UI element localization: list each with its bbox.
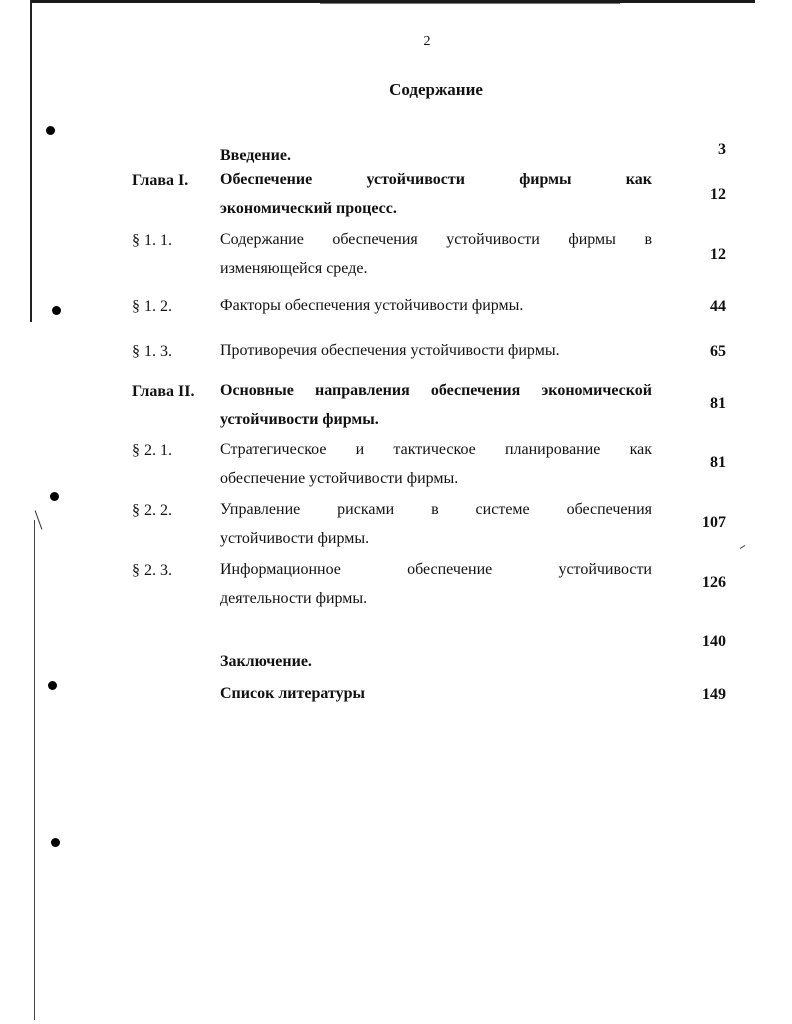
toc-page-number: 126: [702, 574, 726, 591]
toc-entry-title: Противоречия обеспечения устойчивости фирмы.: [220, 342, 560, 359]
toc-page-number: 3: [718, 141, 726, 158]
toc-page-number: 140: [702, 633, 726, 650]
scan-border-left-lower: [34, 520, 35, 1020]
toc-page-number: 12: [710, 186, 726, 203]
page-number: 2: [423, 34, 431, 49]
toc-page-number: 81: [710, 454, 726, 471]
toc-entry-title: Введение.: [220, 147, 291, 164]
toc-entry-title: Управление рисками в системе обеспечения устойчивости фирмы.: [220, 501, 652, 547]
toc-entry-title: Информационное обеспечение устойчивости деятельности фирмы.: [220, 561, 652, 607]
toc-entry-title: Содержание обеспечения устойчивости фирмы в изменяющейся среде.: [220, 231, 652, 277]
toc-entry-label: Глава II.: [132, 383, 195, 400]
toc-entry-title: Заключение.: [220, 653, 312, 670]
punch-hole-4: [48, 681, 57, 690]
toc-entry-label: Глава I.: [132, 172, 189, 189]
toc-page-number: 107: [702, 514, 726, 531]
toc-entry-title: Обеспечение устойчивости фирмы как экономический процесс.: [220, 171, 652, 217]
toc-page-number: 12: [710, 246, 726, 263]
toc-entry-label: § 2. 2.: [132, 502, 172, 519]
scan-mark: [740, 545, 746, 549]
toc-entry-title: Список литературы: [220, 685, 365, 702]
toc-page-number: 65: [710, 343, 726, 360]
punch-hole-2: [52, 306, 61, 315]
toc-page-number: 149: [702, 686, 726, 703]
scan-border-top-shadow: [320, 3, 620, 4]
toc-page-number: 44: [710, 298, 726, 315]
toc-entry-label: § 2. 1.: [132, 442, 172, 459]
toc-entry-title: Стратегическое и тактическое планирование как обеспечение устойчивости фирмы.: [220, 441, 652, 487]
toc-entry-label: § 1. 3.: [132, 343, 172, 360]
toc-entry-label: § 1. 1.: [132, 232, 172, 249]
punch-hole-3: [50, 492, 59, 501]
toc-entry-title: Факторы обеспечения устойчивости фирмы.: [220, 297, 524, 314]
page-title: Содержание: [389, 80, 483, 99]
toc-entry-title: Основные направления обеспечения экономической устойчивости фирмы.: [220, 382, 652, 428]
punch-hole-5: [51, 838, 60, 847]
punch-hole-1: [46, 126, 55, 135]
toc-page-number: 81: [710, 395, 726, 412]
scan-mark: [35, 510, 43, 529]
toc-entry-label: § 2. 3.: [132, 562, 172, 579]
toc-entry-label: § 1. 2.: [132, 298, 172, 315]
